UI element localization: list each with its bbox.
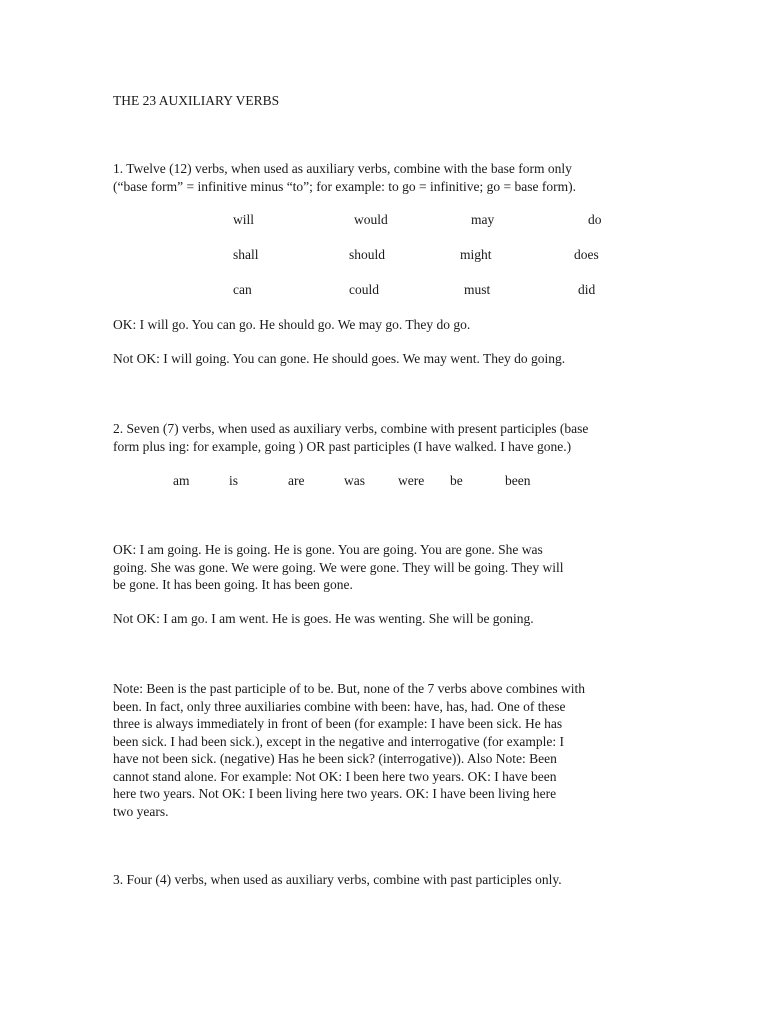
verb-must: must xyxy=(464,282,491,297)
verb-been: been xyxy=(505,473,531,488)
note-line: have not been sick. (negative) Has he been sick? (interrogative)). Also Note: Been xyxy=(113,751,557,766)
section-1-intro-line: (“base form” = infinitive minus “to”; for example: to go = infinitive; go = base form). xyxy=(113,178,576,194)
section-2-note xyxy=(113,680,645,820)
section-2-ok-line: going. She was gone. We were going. We were gone. They will be going. They will xyxy=(113,559,564,575)
note-line: two years. xyxy=(113,803,169,819)
verb-be: be xyxy=(450,473,463,488)
section-1-intro xyxy=(113,160,645,195)
verb-are: are xyxy=(288,473,305,488)
section-1-not-ok-examples: Not OK: I will going. You can gone. He should goes. We may went. They do going. xyxy=(113,351,566,366)
section-2-not-ok-examples: Not OK: I am go. I am went. He is goes. He was wenting. She will be goning. xyxy=(113,611,534,626)
verb-do: do xyxy=(588,212,602,227)
note-line: here two years. Not OK: I been living here two years. OK: I have been living here xyxy=(113,786,557,801)
verb-did: did xyxy=(578,282,596,297)
page-title: THE 23 AUXILIARY VERBS xyxy=(113,93,280,108)
verb-may: may xyxy=(471,212,495,227)
section-2-ok-line: be gone. It has been going. It has been gone. xyxy=(113,577,353,592)
verb-should: should xyxy=(349,247,386,262)
verb-were: were xyxy=(398,473,425,488)
verb-was: was xyxy=(344,473,365,488)
note-line: been. In fact, only three auxiliaries combine with been: have, has, had. One of these xyxy=(113,698,566,714)
note-line: three is always immediately in front of been (for example: I have been sick. He has xyxy=(113,716,563,731)
note-line: been sick. I had been sick.), except in the negative and interrogative (for example: I xyxy=(113,733,564,749)
section-2-ok-line: OK: I am going. He is going. He is gone. You are going. You are gone. She was xyxy=(113,542,543,557)
verb-will: will xyxy=(233,212,255,227)
section-1-ok-examples: OK: I will go. You can go. He should go. We may go. They do go. xyxy=(113,317,471,332)
verb-can: can xyxy=(233,282,252,297)
verb-is: is xyxy=(229,473,239,488)
section-2-intro-line: form plus ing: for example, going ) OR past participles (I have walked. I have gone.) xyxy=(113,438,572,454)
section-1-intro-line: 1. Twelve (12) verbs, when used as auxiliary verbs, combine with the base form only xyxy=(113,161,572,176)
note-line: Note: Been is the past participle of to be. But, none of the 7 verbs above combines with xyxy=(113,681,586,696)
section-2-intro-line: 2. Seven (7) verbs, when used as auxiliary verbs, combine with present participles (base xyxy=(113,421,589,436)
section-3-intro: 3. Four (4) verbs, when used as auxiliary verbs, combine with past participles only. xyxy=(113,872,562,887)
verb-am: am xyxy=(173,473,190,488)
verb-shall: shall xyxy=(233,247,259,262)
verb-would: would xyxy=(354,212,388,227)
note-line: cannot stand alone. For example: Not OK: I been here two years. OK: I have been xyxy=(113,768,557,784)
section-2-ok-examples xyxy=(113,541,645,594)
verb-might: might xyxy=(460,247,492,262)
verb-does: does xyxy=(574,247,599,262)
verb-could: could xyxy=(349,282,379,297)
section-2-intro xyxy=(113,420,645,455)
